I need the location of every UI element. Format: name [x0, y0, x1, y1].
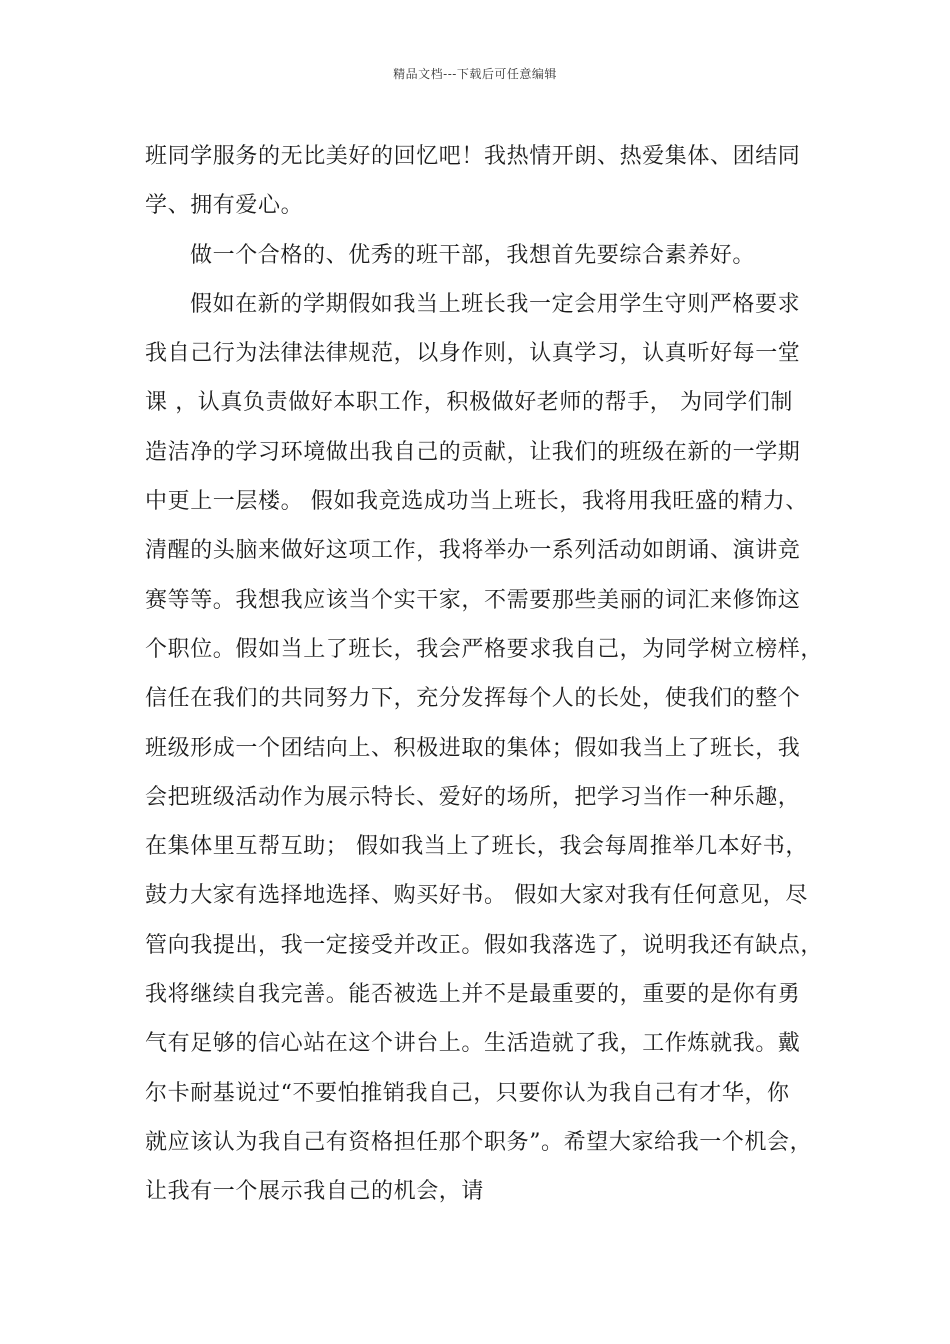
- text-line: 气有足够的信心站在这个讲台上。生活造就了我，工作炼就我。戴: [145, 1031, 801, 1057]
- paragraph-start-line: 做一个合格的、优秀的班干部，我想首先要综合素养好。: [190, 242, 756, 268]
- text-line: 造洁净的学习环境做出我自己的贡献，让我们的班级在新的一学期: [145, 439, 801, 465]
- text-line: 个职位。假如当上了班长，我会严格要求我自己，为同学树立榜样，: [145, 636, 824, 662]
- text-line: 信任在我们的共同努力下，充分发挥每个人的长处，使我们的整个: [145, 686, 801, 712]
- text-line: 中更上一层楼。 假如我竞选成功当上班长，我将用我旺盛的精力、: [145, 489, 808, 515]
- text-line: 在集体里互帮互助； 假如我当上了班长，我会每周推举几本好书，: [145, 834, 808, 860]
- text-line: 鼓力大家有选择地选择、购买好书。 假如大家对我有任何意见，尽: [145, 883, 808, 909]
- paragraph-start-line: 假如在新的学期假如我当上班长我一定会用学生守则严格要求: [190, 291, 801, 317]
- text-line: 班同学服务的无比美好的回忆吧！我热情开朗、热爱集体、团结同: [145, 144, 801, 169]
- text-line: 尔卡耐基说过“不要怕推销我自己，只要你认为我自己有才华，你: [145, 1080, 790, 1106]
- text-line: 班级形成一个团结向上、积极进取的集体；假如我当上了班长，我: [145, 735, 801, 761]
- text-line: 清醒的头脑来做好这项工作，我将举办一系列活动如朗诵、演讲竞: [145, 538, 801, 564]
- text-line: 学、拥有爱心。: [145, 193, 304, 219]
- text-line: 会把班级活动作为展示特长、爱好的场所，把学习当作一种乐趣，: [145, 784, 801, 810]
- text-line: 让我有一个展示我自己的机会，请: [145, 1179, 485, 1205]
- text-line: 课 ，认真负责做好本职工作，积极做好老师的帮手， 为同学们制: [145, 390, 793, 416]
- text-line: 我将继续自我完善。能否被选上并不是最重要的，重要的是你有勇: [145, 982, 801, 1008]
- text-line: 管向我提出，我一定接受并改正。假如我落选了，说明我还有缺点，: [145, 932, 824, 958]
- text-line: 就应该认为我自己有资格担任那个职务”。希望大家给我一个机会，: [145, 1129, 813, 1155]
- text-line: 我自己行为法律法律规范，以身作则，认真学习，认真听好每一堂: [145, 341, 801, 367]
- text-line: 赛等等。我想我应该当个实干家，不需要那些美丽的词汇来修饰这: [145, 587, 801, 613]
- page-header: 精品文档---下载后可任意编辑: [393, 67, 557, 81]
- document-body: [145, 132, 825, 1217]
